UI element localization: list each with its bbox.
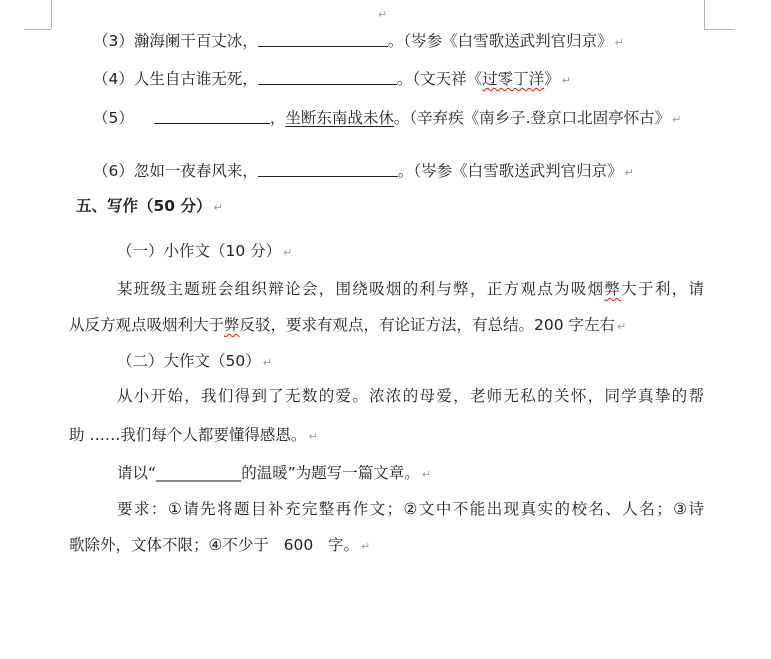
part-2-body-2: 助 ……我们每个人都要懂得感恩。: [69, 426, 307, 444]
question-5-blank[interactable]: [154, 109, 270, 124]
requirements-2: 歌除外，文体不限；④不少于 600 字。: [69, 536, 360, 554]
question-4-text: 人生自古谁无死，: [133, 70, 258, 88]
crop-mark-top-left-v: [51, 0, 52, 29]
question-5: [93, 108, 681, 130]
part-1-line-2-c: 反驳，要求有观点，有论证方法，有总结。200 字左右: [239, 316, 616, 334]
question-5-answer: 坐断东南战未休: [285, 109, 394, 127]
part-1-text-b: 弊: [604, 280, 622, 298]
paragraph-mark: ↵: [421, 468, 432, 481]
part-1-title: （一）小作文（10 分）: [117, 242, 282, 260]
paragraph-mark: ↵: [672, 113, 682, 126]
question-5-source: 。（辛弃疾《南乡子.登京口北固亭怀古》: [393, 109, 671, 127]
paragraph-mark: ↵: [361, 540, 371, 553]
part-1-heading: [117, 241, 292, 263]
crop-mark-top-right-v: [704, 0, 705, 29]
question-4-source: 。（文天祥《: [396, 70, 483, 88]
requirements-line-1: [117, 499, 704, 519]
question-3: [93, 31, 624, 53]
question-4-book-title: 过零丁洋: [482, 70, 545, 88]
question-6-number: （6）: [93, 162, 134, 180]
question-3-text: 瀚海阑干百丈冰，: [133, 32, 258, 50]
paragraph-mark: ↵: [283, 246, 293, 259]
question-6: [93, 161, 634, 183]
paragraph-mark: ↵: [262, 356, 272, 369]
question-5-number: （5）: [93, 109, 134, 127]
part-1-line-2-b: 弊: [224, 316, 240, 334]
essay-prompt: [117, 463, 431, 485]
part-2-title: （二）大作文（50）: [117, 352, 261, 370]
section-5-heading: [76, 196, 223, 218]
question-3-blank[interactable]: [258, 32, 388, 47]
part-1-text-c: 大于利，请: [621, 280, 704, 298]
question-3-source: 。（岑参《白雪歌送武判官归京》: [387, 32, 613, 50]
part-2-body-line-1: [117, 386, 704, 406]
part-1-text-a: 某班级主题班会组织辩论会，围绕吸烟的利与弊，正方观点为吸烟: [117, 280, 605, 298]
paragraph-mark: ↵: [561, 74, 571, 87]
question-6-blank[interactable]: [258, 162, 398, 177]
part-2-body-line-2: [69, 425, 318, 447]
question-4-blank[interactable]: [258, 70, 397, 85]
paragraph-mark: ↵: [213, 201, 223, 214]
question-4-close: 》: [544, 70, 560, 88]
section-5-title: 五、写作（50 分）: [76, 197, 212, 215]
crop-mark-top-right-h: [704, 29, 734, 30]
question-4: [93, 69, 571, 91]
essay-prompt-text: 请以“___________的温暖”为题写一篇文章。: [117, 464, 420, 482]
paragraph-mark: ↵: [617, 320, 627, 333]
paragraph-mark: ↵: [308, 430, 318, 443]
part-1-line-2-a: 从反方观点吸烟利大于: [69, 316, 225, 334]
requirements-1: 要求：①请先将题目补充完整再作文；②文中不能出现真实的校名、人名；③诗: [117, 500, 704, 518]
part-1-body-line-2: [69, 315, 626, 337]
crop-mark-top-left-h: [24, 29, 51, 30]
question-5-comma: ，: [269, 109, 286, 127]
part-1-body-line-1: [117, 279, 704, 299]
top-paragraph-mark: ↵: [378, 8, 388, 21]
question-3-number: （3）: [93, 32, 134, 50]
requirements-line-2: [69, 535, 370, 557]
question-6-text: 忽如一夜春风来，: [133, 162, 258, 180]
question-6-source: 。（岑参《白雪歌送武判官归京》: [397, 162, 623, 180]
paragraph-mark: ↵: [624, 166, 634, 179]
part-2-heading: [117, 351, 272, 373]
paragraph-mark: ↵: [614, 36, 624, 49]
question-4-number: （4）: [93, 70, 134, 88]
part-2-body-1: 从小开始，我们得到了无数的爱。浓浓的母爱，老师无私的关怀，同学真挚的帮: [117, 387, 704, 405]
